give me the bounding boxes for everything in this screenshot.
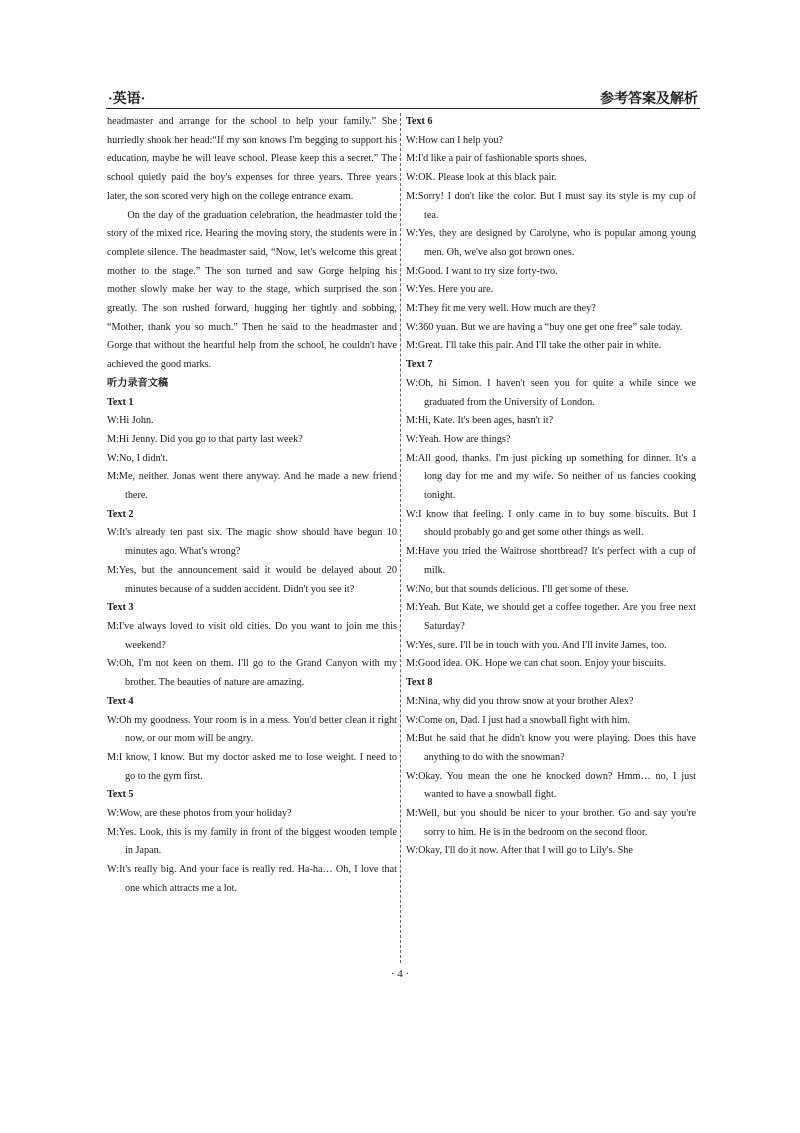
dialogue-line: M:Yes. Look, this is my family in front of the biggest wooden temple in Japan. bbox=[107, 826, 397, 857]
story-paragraph: On the day of the graduation celebration, the headmaster told the story of the mixed rice. Hearing the moving story, the students were in complete silence. The headmaster said, “Now, let's welcome this great mother to the stage.” The son turned and saw Gorge helping his mother slowly make her way to the stage, which surprised the son greatly. The son rushed forward, hugging her tightly and sobbing, “Mother, thank you so much.” Then he said to the headmaster and Gorge that without the heartful help from the school, he couldn't have achieved the good marks. bbox=[107, 209, 397, 371]
dialogue-line: W:Hi John. bbox=[107, 415, 154, 427]
dialogue-line: M:Have you tried the Waitrose shortbread? It's perfect with a cup of milk. bbox=[406, 546, 696, 576]
dialogue-line: W:Yeah. How are things? bbox=[406, 433, 511, 445]
dialogue-line: W:Okay. You mean the one he knocked down? Hmm… no, I just wanted to have a snowball fight. bbox=[406, 770, 696, 801]
text-heading: Text 3 bbox=[107, 602, 134, 614]
text-heading: Text 2 bbox=[107, 508, 134, 520]
dialogue-line: M:Nina, why did you throw snow at your brother Alex? bbox=[406, 695, 634, 707]
dialogue-line: W:How can I help you? bbox=[406, 134, 503, 146]
dialogue-line: W:It's really big. And your face is really red. Ha-ha… Oh, I love that one which attracts me a lot. bbox=[107, 864, 397, 894]
text-heading: Text 1 bbox=[107, 396, 134, 408]
dialogue-line: W:No, I didn't. bbox=[107, 452, 168, 464]
text-heading: Text 7 bbox=[406, 359, 433, 371]
header-section-title: 参考答案及解析 bbox=[600, 92, 698, 107]
dialogue-line: M:But he said that he didn't know you were playing. Does this have anything to do with the snowman? bbox=[406, 733, 696, 763]
dialogue-line: W:OK. Please look at this black pair. bbox=[406, 172, 557, 184]
dialogue-line: M:All good, thanks. I'm just picking up something for dinner. It's a long day for me and my wife. So neither of us fancies cooking tonight. bbox=[406, 452, 696, 502]
header-subject: ·英语· bbox=[108, 92, 146, 107]
text-heading: Text 5 bbox=[107, 789, 134, 801]
header-rule bbox=[106, 108, 700, 109]
dialogue-line: M:I've always loved to visit old cities. Do you want to join me this weekend? bbox=[107, 620, 397, 651]
dialogue-line: M:They fit me very well. How much are they? bbox=[406, 303, 596, 315]
dialogue-line: M:Sorry! I don't like the color. But I must say its style is my cup of tea. bbox=[406, 190, 696, 221]
right-column bbox=[406, 113, 696, 861]
story-paragraph: headmaster and arrange for the school to help your family.” She hurriedly shook her head:“If my son knows I'm begging to support his education, maybe he will leave school. Please keep this a secret.” The school quietly paid the boy's expenses for three years. Three years later, the son scored very high on the college entrance exam. bbox=[107, 116, 397, 202]
dialogue-line: M:Hi Jenny. Did you go to that party last week? bbox=[107, 433, 303, 445]
dialogue-line: W:Okay, I'll do it now. After that I will go to Lily's. She bbox=[406, 845, 633, 857]
dialogue-line: W:Come on, Dad. I just had a snowball fight with him. bbox=[406, 714, 631, 726]
dialogue-line: M:Well, but you should be nicer to your brother. Go and say you're sorry to him. He is in the bedroom on the second floor. bbox=[406, 808, 696, 838]
dialogue-line: M:I'd like a pair of fashionable sports shoes. bbox=[406, 153, 587, 165]
dialogue-line: W:Yes, sure. I'll be in touch with you. And I'll invite James, too. bbox=[406, 639, 667, 651]
page-number: · 4 · bbox=[390, 968, 410, 980]
dialogue-line: M:Me, neither. Jonas went there anyway. And he made a new friend there. bbox=[107, 471, 397, 502]
dialogue-line: W:Wow, are these photos from your holiday? bbox=[107, 808, 292, 820]
dialogue-line: W:No, but that sounds delicious. I'll get some of these. bbox=[406, 583, 629, 595]
dialogue-line: M:Great. I'll take this pair. And I'll take the other pair in white. bbox=[406, 340, 662, 352]
dialogue-line: M:Good idea. OK. Hope we can chat soon. Enjoy your biscuits. bbox=[406, 658, 667, 670]
text-heading: Text 4 bbox=[107, 695, 134, 707]
dialogue-line: W:Yes, they are designed by Carolyne, who is popular among young men. Oh, we've also got brown ones. bbox=[406, 228, 696, 258]
dialogue-line: M:I know, I know. But my doctor asked me to lose weight. I need to go to the gym first. bbox=[107, 751, 397, 782]
column-divider bbox=[400, 113, 401, 963]
text-heading: Text 6 bbox=[406, 116, 433, 127]
dialogue-line: W:I know that feeling. I only came in to buy some biscuits. But I should probably go and get some other things as well. bbox=[406, 508, 696, 539]
dialogue-line: M:Good. I want to try size forty-two. bbox=[406, 265, 558, 277]
text-heading: Text 8 bbox=[406, 677, 433, 689]
dialogue-line: W:Oh, I'm not keen on them. I'll go to the Grand Canyon with my brother. The beauties of nature are amazing. bbox=[107, 658, 397, 689]
dialogue-line: W:Oh my goodness. Your room is in a mess. You'd better clean it right now, or our mom will be angry. bbox=[107, 714, 397, 745]
listening-transcript-title: 听力录音文稿 bbox=[107, 377, 169, 389]
dialogue-line: W:Oh, hi Simon. I haven't seen you for quite a while since we graduated from the University of London. bbox=[406, 377, 696, 408]
dialogue-line: W:It's already ten past six. The magic show should have begun 10 minutes ago. What's wrong? bbox=[107, 527, 397, 558]
left-column bbox=[107, 113, 397, 899]
dialogue-line: M:Hi, Kate. It's been ages, hasn't it? bbox=[406, 415, 554, 427]
dialogue-line: W:360 yuan. But we are having a “buy one get one free” sale today. bbox=[406, 321, 683, 333]
dialogue-line: M:Yeah. But Kate, we should get a coffee together. Are you free next Saturday? bbox=[406, 602, 696, 632]
dialogue-line: M:Yes, but the announcement said it would be delayed about 20 minutes because of a sudden accident. Didn't you see it? bbox=[107, 564, 397, 595]
dialogue-line: W:Yes. Here you are. bbox=[406, 284, 494, 296]
